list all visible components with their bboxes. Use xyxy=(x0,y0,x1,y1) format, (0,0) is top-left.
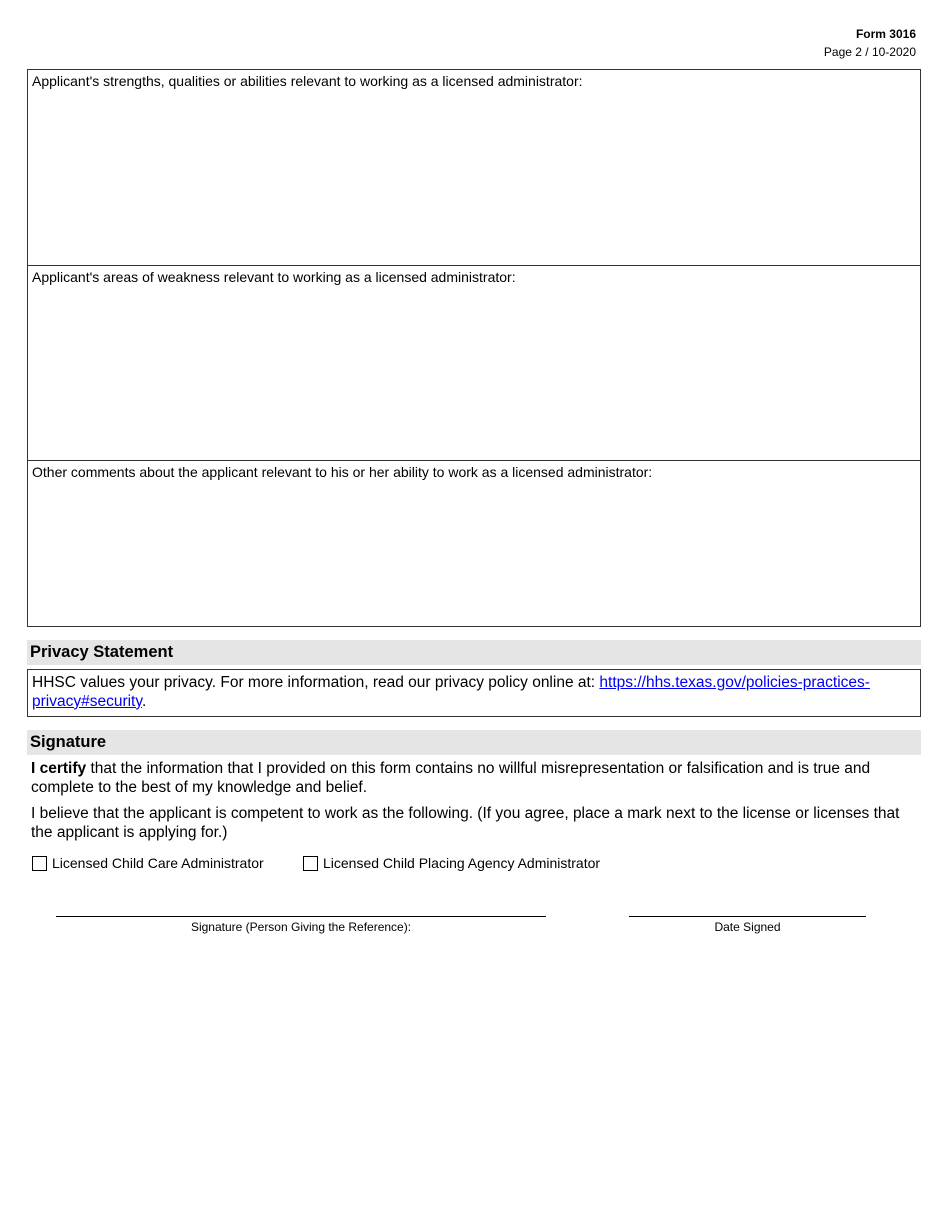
option-child-placing-admin[interactable] xyxy=(303,855,600,871)
certify-bold: I certify xyxy=(31,760,87,777)
strengths-label: Applicant's strengths, qualities or abilities relevant to working as a licensed administrator: xyxy=(32,73,583,89)
weakness-label: Applicant's areas of weakness relevant to working as a licensed administrator: xyxy=(32,269,516,285)
form-header xyxy=(824,27,916,60)
other-comments-field[interactable] xyxy=(28,461,920,626)
date-caption: Date Signed xyxy=(714,920,781,934)
date-line[interactable] xyxy=(629,916,866,917)
form-number: Form 3016 xyxy=(855,27,916,41)
strengths-field[interactable] xyxy=(28,70,920,266)
page-info: Page 2 / 10-2020 xyxy=(823,45,916,59)
belief-paragraph: I believe that the applicant is competent to work as the following. (If you agree, place a mark next to the license or licenses that the applicant is applying for.) xyxy=(31,805,900,841)
checkbox-child-placing-admin[interactable] xyxy=(303,856,318,871)
signature-heading: Signature xyxy=(27,730,921,755)
privacy-link[interactable]: https://hhs.texas.gov/policies-practices-privacy#security xyxy=(32,674,870,710)
option-child-care-admin-label: Licensed Child Care Administrator xyxy=(52,855,264,871)
certify-paragraph xyxy=(31,760,916,797)
privacy-statement xyxy=(27,669,921,717)
option-child-care-admin[interactable] xyxy=(32,855,264,871)
privacy-trailing: . xyxy=(141,692,147,710)
signature-caption: Signature (Person Giving the Reference): xyxy=(190,920,412,934)
weakness-field[interactable] xyxy=(28,266,920,461)
signature-line[interactable] xyxy=(56,916,546,917)
certify-text: that the information that I provided on this form contains no willful misrepresentation or falsification and is true and complete to the best of my knowledge and belief. xyxy=(31,760,871,796)
privacy-heading: Privacy Statement xyxy=(27,640,921,665)
comment-table xyxy=(27,69,921,627)
other-comments-label: Other comments about the applicant relevant to his or her ability to work as a licensed administrator: xyxy=(32,464,653,480)
privacy-text: HHSC values your privacy. For more information, read our privacy policy online at: xyxy=(32,674,600,691)
option-child-placing-admin-label: Licensed Child Placing Agency Administrator xyxy=(323,855,601,871)
checkbox-child-care-admin[interactable] xyxy=(32,856,47,871)
